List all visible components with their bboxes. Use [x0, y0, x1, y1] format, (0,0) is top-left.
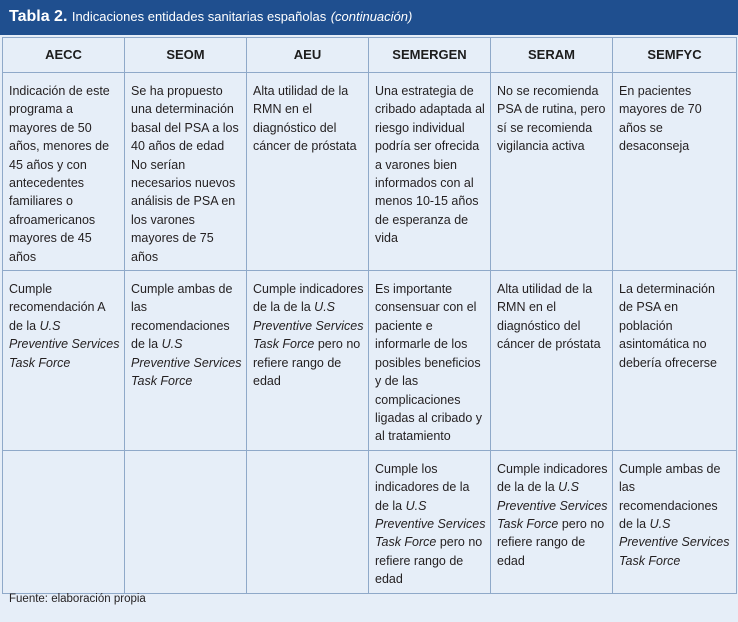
cell-semergen — [369, 450, 491, 593]
cell-seom — [125, 271, 247, 451]
cell-semfyc — [613, 450, 737, 593]
cell-text: No se recomienda PSA de rutina, pero sí se recomienda vigilancia activa — [497, 84, 606, 154]
cell-text: Una estrategia de cribado adaptada al riesgo individual podría ser ofrecida a varones bien informados con al menos 10-15 años de esperanza de vida — [375, 84, 485, 246]
cell-aeu — [247, 450, 369, 593]
header-row — [3, 38, 737, 73]
cell-text-italic: U.S Preventive Services Task Force — [497, 480, 608, 531]
cell-aecc — [3, 271, 125, 451]
cell-text-italic: U.S Preventive Services Task Force — [619, 516, 730, 568]
table-row — [3, 271, 737, 451]
cell-semfyc — [613, 271, 737, 451]
table-number: Tabla 2. — [9, 8, 68, 25]
indications-table — [2, 37, 737, 594]
cell-text: Cumple indicadores de la de la — [253, 282, 364, 315]
cell-aeu — [247, 271, 369, 451]
cell-text: Alta utilidad de la RMN en el diagnóstico del cáncer de próstata — [497, 282, 601, 352]
cell-seram — [491, 271, 613, 451]
cell-semergen — [369, 271, 491, 451]
cell-seom — [125, 73, 247, 271]
cell-text-post: pero no refiere rango de edad — [253, 337, 361, 389]
cell-text-extra: No serían necesarios nuevos análisis de PSA en los varones mayores de 75 años — [131, 157, 236, 264]
column-header-seram: SERAM — [491, 38, 613, 73]
cell-aeu — [247, 73, 369, 271]
cell-seom — [125, 450, 247, 593]
column-header-aeu: AEU — [247, 38, 369, 73]
cell-text: Cumple los indicadores de la de la — [375, 461, 470, 513]
cell-text-post: pero no refiere rango de edad — [375, 535, 483, 587]
cell-semfyc — [613, 73, 737, 271]
cell-text-post: pero no refiere rango de edad — [497, 516, 605, 568]
cell-text-italic: U.S Preventive Services Task Force — [9, 318, 120, 370]
cell-text: La determinación de PSA en población asintomática no debería ofrecerse — [619, 282, 717, 370]
cell-text: En pacientes mayores de 70 años se desaconseja — [619, 84, 702, 154]
cell-text: Cumple indicadores de la de la — [497, 461, 608, 495]
column-header-aecc: AECC — [3, 38, 125, 73]
cell-seram — [491, 450, 613, 593]
cell-text-italic: U.S Preventive Services Task Force — [375, 498, 486, 550]
cell-text-italic: U.S Preventive Services Task Force — [253, 300, 364, 352]
cell-text: Cumple recomendación A de la — [9, 282, 105, 333]
cell-text: Es importante consensuar con el paciente e informarle de los posibles beneficios y de las complicaciones ligadas al cribado y al tratamiento — [375, 282, 483, 444]
column-header-semfyc: SEMFYC — [613, 38, 737, 73]
cell-aecc — [3, 450, 125, 593]
cell-semergen — [369, 73, 491, 271]
table-title: Indicaciones entidades sanitarias españolas — [71, 9, 327, 24]
cell-text: Cumple ambas de las recomendaciones de la — [131, 282, 233, 352]
cell-text: Cumple ambas de las recomendaciones de la — [619, 461, 721, 531]
column-header-seom: SEOM — [125, 38, 247, 73]
cell-text: Se ha propuesto una determinación basal del PSA a los 40 años de edad — [131, 84, 239, 154]
table-row — [3, 450, 737, 593]
cell-seram — [491, 73, 613, 271]
cell-aecc — [3, 73, 125, 271]
cell-text: Indicación de este programa a mayores de 50 años, menores de 45 años y con antecedentes familiares o afroamericanos mayores de 45 años — [9, 84, 110, 264]
table-title-suffix: (continuación) — [330, 9, 413, 24]
column-header-semergen: SEMERGEN — [369, 38, 491, 73]
source-note: Fuente: elaboración propia — [9, 593, 146, 605]
cell-text-italic: U.S Preventive Services Task Force — [131, 337, 242, 389]
table-title-bar — [0, 0, 738, 35]
table-row — [3, 73, 737, 271]
cell-text: Alta utilidad de la RMN en el diagnóstico del cáncer de próstata — [253, 84, 357, 154]
